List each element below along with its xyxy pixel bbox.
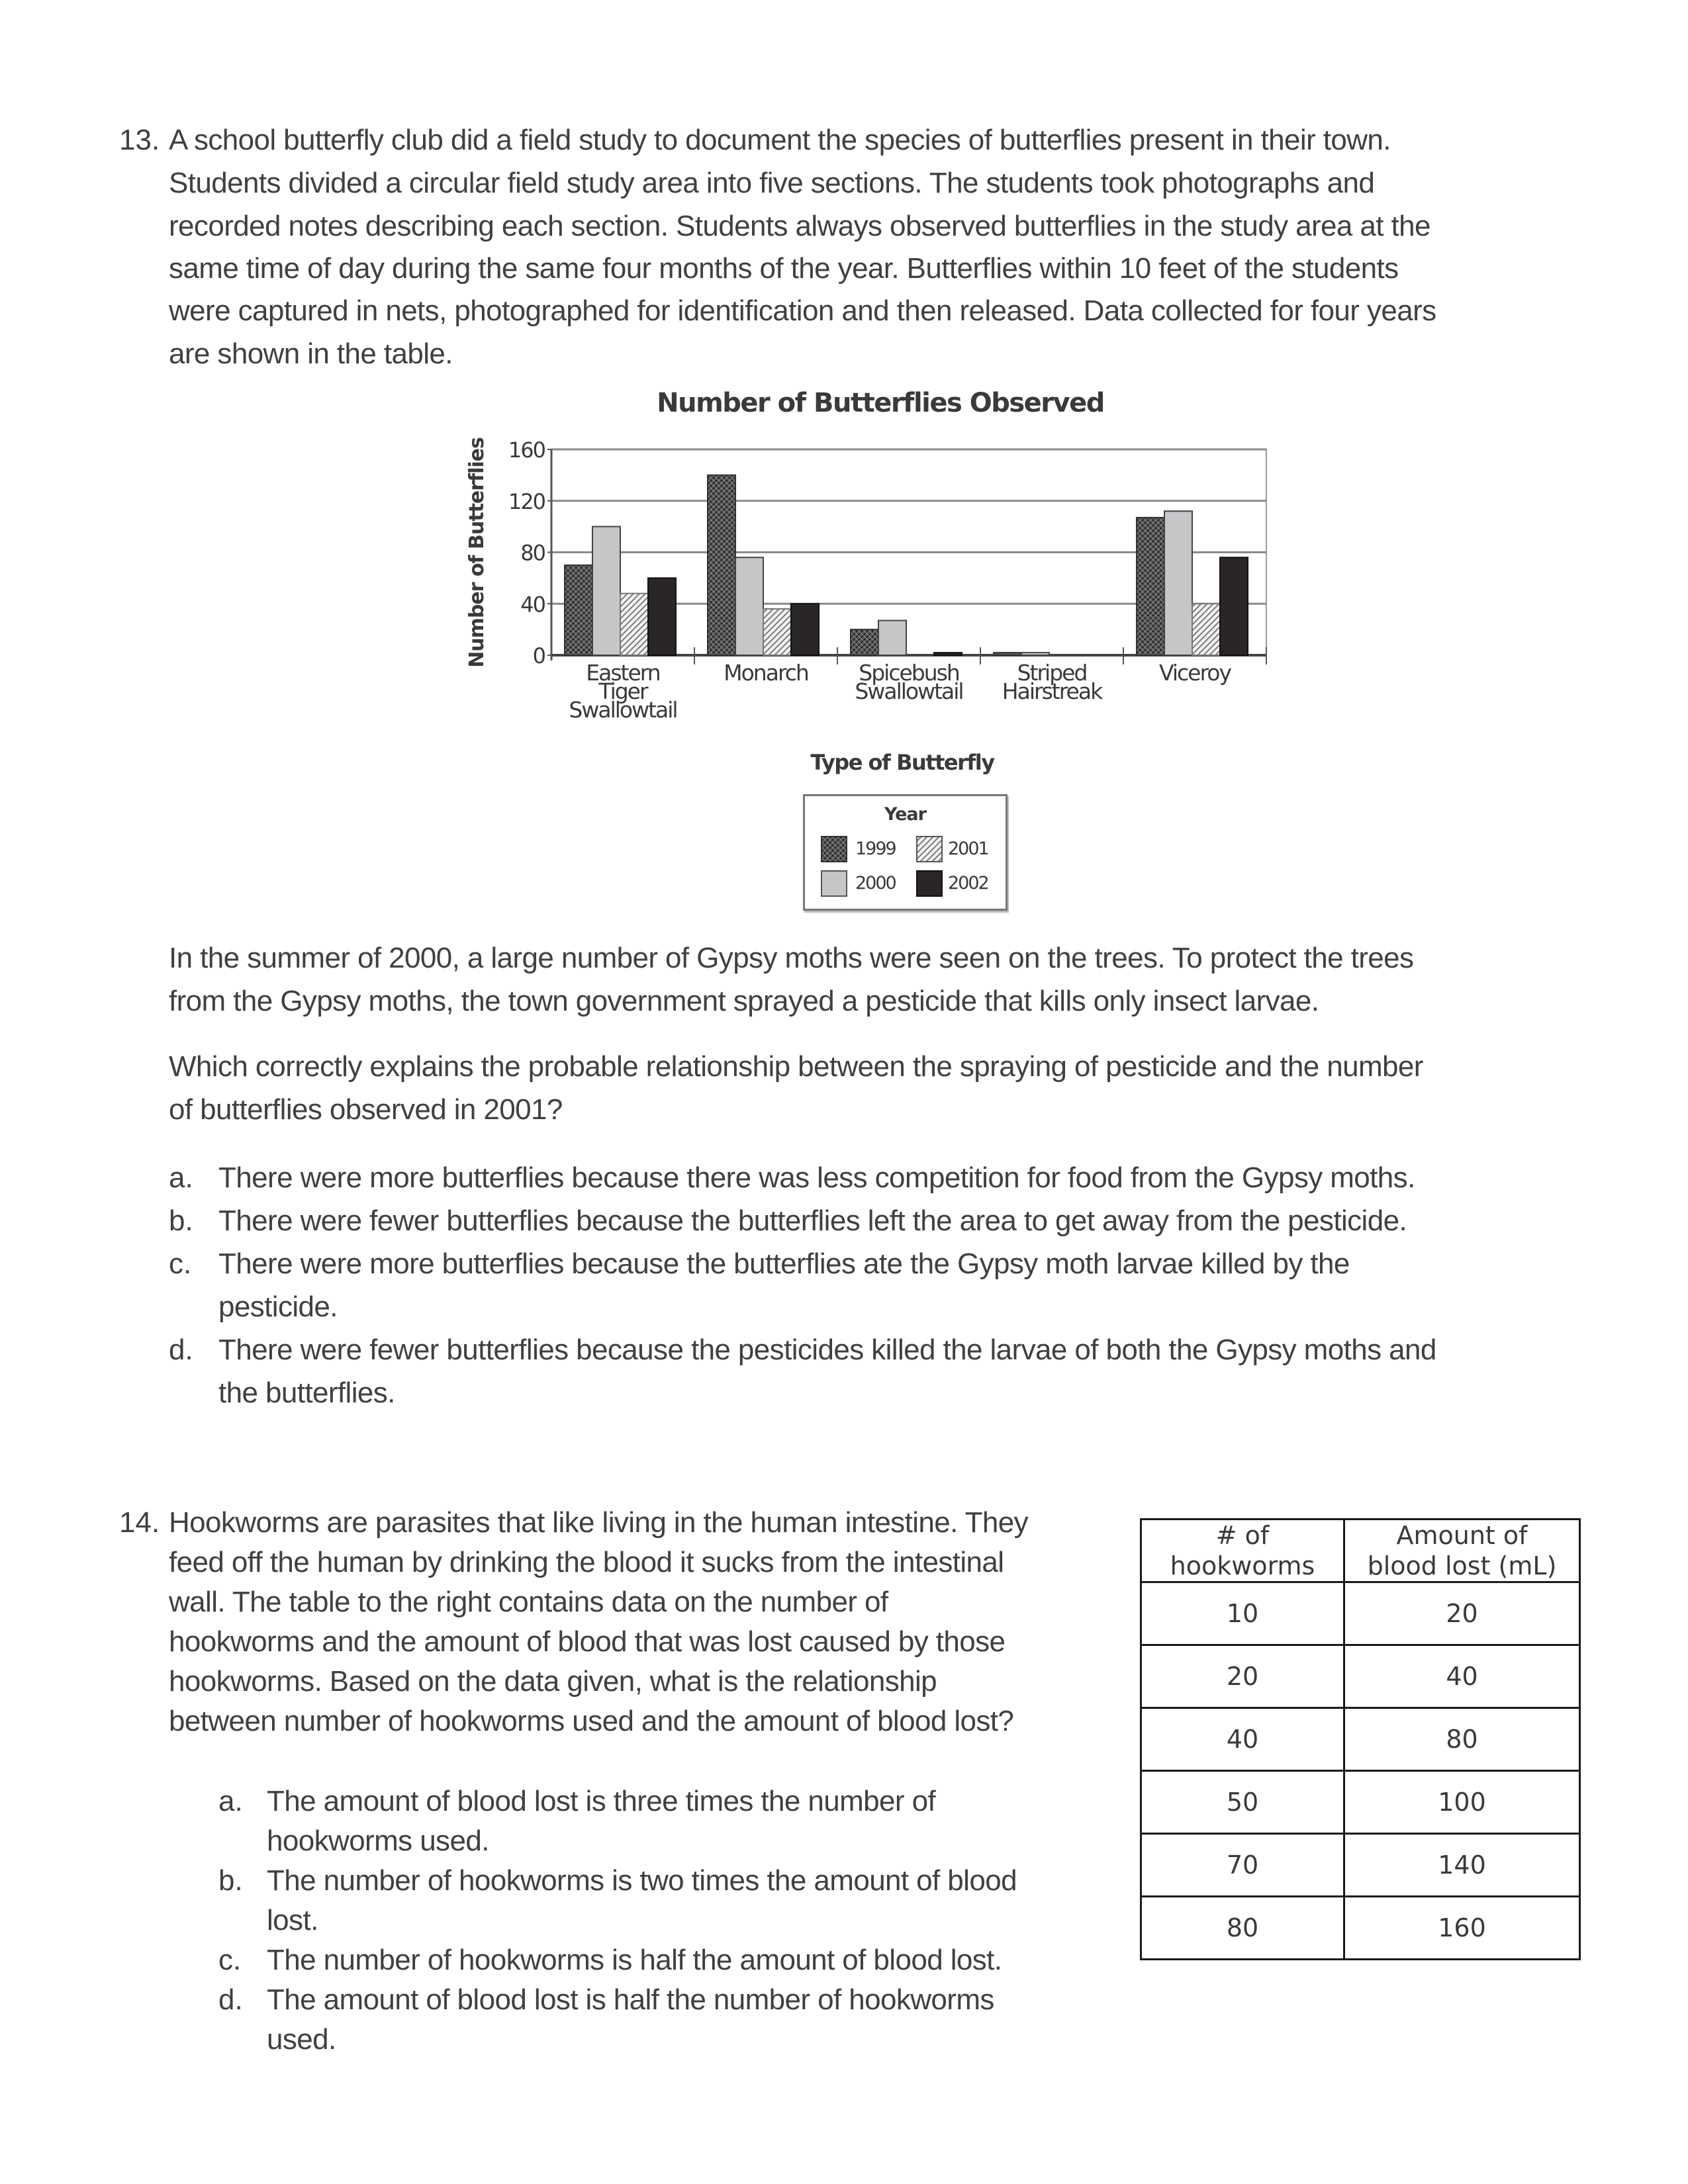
x-tick-label: Swallowtail	[569, 697, 677, 723]
y-tick-label: 120	[508, 488, 545, 514]
option-text: There were fewer butterflies because the pesticides killed the larvae of both the Gypsy moths and	[218, 1334, 1436, 1366]
q14-stem-line: hookworms and the amount of blood that was lost caused by those	[169, 1625, 1006, 1658]
bar-2002	[791, 604, 819, 655]
option-letter: c.	[169, 1248, 192, 1280]
option-text: pesticide.	[218, 1291, 338, 1323]
legend-label-2000: 2000	[855, 873, 896, 893]
cell-hookworms: 10	[1141, 1582, 1344, 1645]
y-tick-label: 40	[520, 592, 545, 617]
legend-swatch-2002	[916, 870, 943, 897]
legend-swatch-2001	[916, 836, 943, 862]
option-letter: a.	[169, 1161, 193, 1194]
bar-2000	[592, 527, 620, 655]
q13-stem-line: A school butterfly club did a field study to document the species of butterflies present in their town.	[169, 124, 1391, 156]
header-blood-lost	[1344, 1520, 1580, 1582]
x-tick-label: Striped	[1017, 660, 1087, 686]
option-letter: b.	[218, 1864, 243, 1897]
option-text: There were more butterflies because the butterflies ate the Gypsy moth larvae killed by the	[218, 1248, 1350, 1280]
q13-context-line: from the Gypsy moths, the town government sprayed a pesticide that kills only insect larvae.	[169, 985, 1319, 1017]
bar-2002	[1220, 557, 1248, 655]
cell-blood-lost: 40	[1344, 1645, 1580, 1708]
legend-swatch-1999	[821, 836, 847, 862]
cell-hookworms: 50	[1141, 1771, 1344, 1834]
chart-title: Number of Butterflies Observed	[657, 388, 1104, 418]
bar-1999	[708, 475, 735, 655]
table-row	[1141, 1708, 1580, 1771]
bar-2001	[1192, 604, 1220, 655]
cell-hookworms: 70	[1141, 1834, 1344, 1897]
option-letter: d.	[218, 1983, 243, 2016]
x-tick-label: Hairstreak	[1002, 678, 1102, 704]
option-letter: b.	[169, 1205, 193, 1237]
x-tick-label: Viceroy	[1158, 660, 1231, 686]
x-tick-label: Tiger	[598, 678, 647, 704]
q13-question-line: of butterflies observed in 2001?	[169, 1093, 563, 1126]
legend-label-2002: 2002	[948, 873, 988, 893]
y-tick-label: 80	[520, 540, 545, 566]
option-text: The amount of blood lost is three times the number of	[267, 1785, 936, 1817]
q13-stem-line: same time of day during the same four months of the year. Butterflies within 10 feet of the students	[169, 252, 1399, 285]
legend-label-2001: 2001	[948, 839, 988, 859]
legend-title: Year	[884, 804, 926, 825]
option-letter: c.	[218, 1944, 242, 1976]
option-letter: d.	[169, 1334, 193, 1366]
bar-2002	[648, 578, 676, 655]
bar-2000	[1164, 511, 1192, 655]
table-row	[1141, 1582, 1580, 1645]
header-line: Amount of	[1396, 1521, 1528, 1550]
bar-1999	[851, 629, 878, 655]
bar-1999	[565, 565, 592, 655]
table-header-row	[1141, 1520, 1580, 1582]
option-text: The number of hookworms is half the amount of blood lost.	[267, 1944, 1002, 1976]
cell-blood-lost: 80	[1344, 1708, 1580, 1771]
q13-context-line: In the summer of 2000, a large number of Gypsy moths were seen on the trees. To protect the trees	[169, 942, 1414, 974]
bar-2001	[620, 594, 648, 655]
option-letter: a.	[218, 1785, 243, 1817]
cell-blood-lost: 140	[1344, 1834, 1580, 1897]
option-text: The number of hookworms is two times the amount of blood	[267, 1864, 1017, 1897]
q13-question-line: Which correctly explains the probable relationship between the spraying of pesticide and the number	[169, 1050, 1423, 1083]
x-tick-label: Eastern	[586, 660, 660, 686]
table-row	[1141, 1834, 1580, 1897]
option-text: The amount of blood lost is half the number of hookworms	[267, 1983, 994, 2016]
bar-1999	[1137, 518, 1164, 655]
bar-2000	[1021, 653, 1049, 655]
q14-stem-line: hookworms. Based on the data given, what is the relationship	[169, 1665, 937, 1698]
table-row	[1141, 1771, 1580, 1834]
option-text: lost.	[267, 1904, 318, 1936]
legend-label-1999: 1999	[855, 839, 896, 859]
x-tick-label: Monarch	[724, 660, 808, 686]
q13-stem-line: recorded notes describing each section. Students always observed butterflies in the study area at the	[169, 210, 1430, 242]
table-row	[1141, 1897, 1580, 1960]
option-text: There were more butterflies because there was less competition for food from the Gypsy moths.	[218, 1161, 1415, 1194]
cell-blood-lost: 20	[1344, 1582, 1580, 1645]
header-line: # of	[1215, 1521, 1270, 1550]
x-axis-label: Type of Butterfly	[810, 750, 994, 775]
q13-stem-line: are shown in the table.	[169, 338, 453, 370]
cell-blood-lost: 160	[1344, 1897, 1580, 1960]
cell-hookworms: 40	[1141, 1708, 1344, 1771]
legend-swatch-2000	[821, 870, 847, 897]
question-14-number: 14.	[119, 1506, 160, 1539]
y-tick-label: 160	[508, 437, 545, 463]
y-tick-label: 0	[532, 643, 545, 668]
bar-2000	[735, 557, 763, 655]
q14-stem-line: Hookworms are parasites that like living in the human intestine. They	[169, 1506, 1029, 1539]
cell-blood-lost: 100	[1344, 1771, 1580, 1834]
bar-2002	[934, 653, 962, 655]
bar-2000	[878, 621, 906, 655]
header-line: blood lost (mL)	[1367, 1551, 1557, 1580]
q13-stem-line: Students divided a circular field study area into five sections. The students took photographs and	[169, 167, 1375, 199]
hookworm-table	[1140, 1518, 1581, 1960]
x-tick-label: Spicebush	[859, 660, 959, 686]
q13-stem-line: were captured in nets, photographed for identification and then released. Data collected for four years	[169, 295, 1436, 327]
header-hookworms	[1141, 1520, 1344, 1582]
bar-2001	[763, 609, 791, 655]
y-axis-label: Number of Butterflies	[465, 437, 489, 668]
option-text: There were fewer butterflies because the butterflies left the area to get away from the pesticide.	[218, 1205, 1407, 1237]
option-text: the butterflies.	[218, 1377, 395, 1409]
chart-legend	[803, 794, 1008, 911]
question-13-number: 13.	[119, 124, 160, 156]
q14-stem-line: between number of hookworms used and the amount of blood lost?	[169, 1705, 1014, 1737]
butterfly-bar-chart	[0, 0, 1688, 927]
q14-stem-line: feed off the human by drinking the blood it sucks from the intestinal	[169, 1546, 1004, 1578]
x-tick-label: Swallowtail	[855, 678, 963, 704]
header-line: hookworms	[1170, 1551, 1315, 1580]
bar-1999	[994, 653, 1021, 655]
option-text: hookworms used.	[267, 1825, 489, 1857]
cell-hookworms: 80	[1141, 1897, 1344, 1960]
q14-stem-line: wall. The table to the right contains data on the number of	[169, 1586, 888, 1618]
table-row	[1141, 1645, 1580, 1708]
cell-hookworms: 20	[1141, 1645, 1344, 1708]
option-text: used.	[267, 2023, 336, 2056]
